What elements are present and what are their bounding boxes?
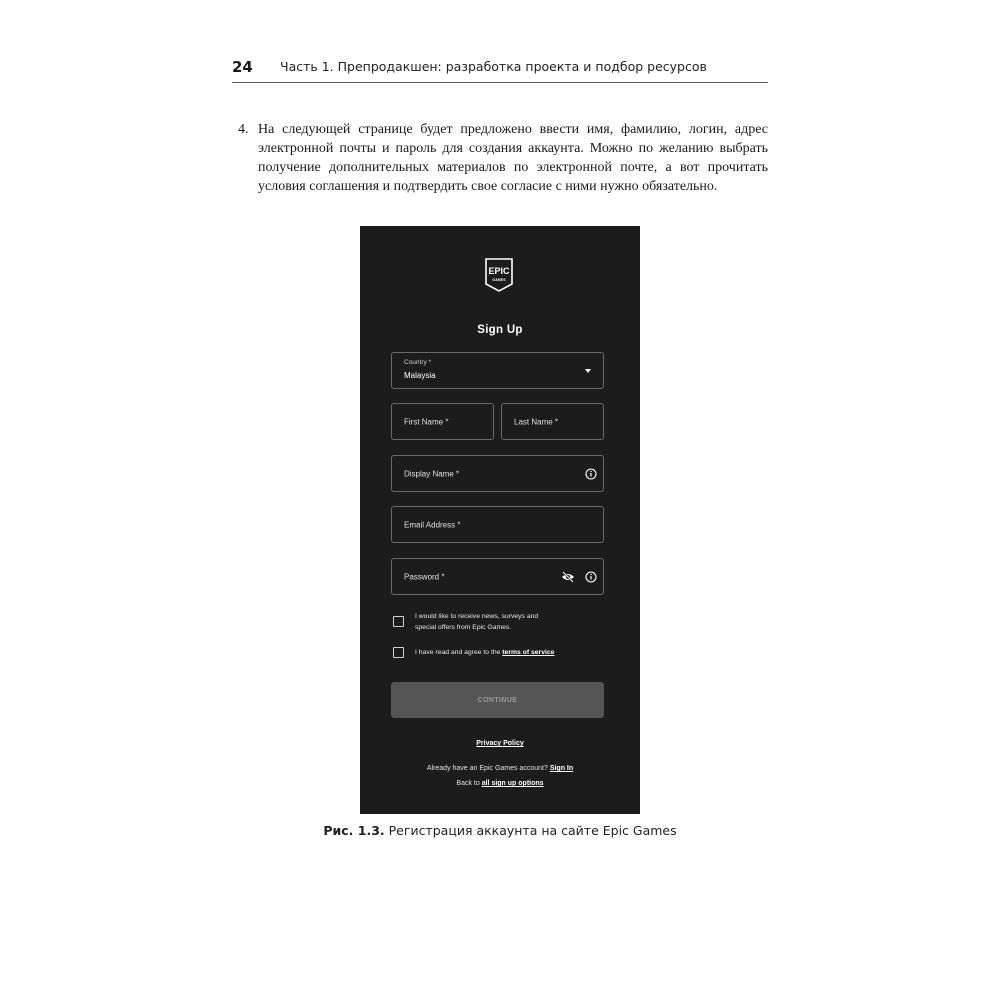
last-name-label: Last Name *	[514, 417, 559, 426]
first-name-input[interactable]	[391, 403, 494, 440]
info-icon[interactable]	[585, 571, 597, 583]
country-value: Malaysia	[404, 371, 436, 380]
have-account-text: Already have an Epic Games account?	[426, 765, 550, 772]
privacy-policy-link[interactable]: Privacy Policy	[476, 740, 524, 747]
logo-text-bottom: GAMES	[492, 278, 506, 282]
sign-in-link[interactable]: Sign In	[549, 765, 574, 772]
eye-off-icon[interactable]	[561, 571, 575, 583]
privacy-line	[360, 740, 640, 747]
signup-title: Sign Up	[477, 324, 523, 336]
continue-button[interactable]: CONTINUE	[391, 682, 604, 718]
logo-text-top: EPIC	[488, 266, 510, 276]
list-number: 4.	[238, 122, 249, 137]
country-select[interactable]	[391, 352, 604, 389]
terms-checkbox[interactable]	[393, 647, 404, 658]
epic-games-logo-icon	[484, 258, 514, 292]
password-input[interactable]	[391, 558, 604, 595]
page-number: 24	[232, 58, 253, 76]
first-name-label: First Name *	[404, 417, 449, 426]
signup-screenshot	[360, 226, 640, 814]
news-checkbox[interactable]	[393, 616, 404, 627]
email-label: Email Address *	[404, 520, 461, 529]
running-head	[232, 58, 768, 83]
back-line	[360, 780, 640, 787]
display-name-label: Display Name *	[404, 469, 460, 478]
caption-text: Регистрация аккаунта на сайте Epic Games	[384, 823, 677, 838]
info-icon[interactable]	[585, 468, 597, 480]
country-label: Country *	[404, 359, 432, 366]
news-checkbox-line2: special offers from Epic Games.	[415, 624, 512, 631]
body-paragraph	[238, 120, 768, 196]
terms-prefix: I have read and agree to the	[415, 649, 503, 656]
terms-of-service-link[interactable]: terms of service	[502, 649, 555, 656]
email-input[interactable]	[391, 506, 604, 543]
paragraph-text: На следующей странице будет предложено ввести имя, фамилию, логин, адрес электронной почты и пароль для создания аккаунта. Можно по желанию выбрать получение дополнительных материалов по электронной почте, а вот прочитать условия соглашения и подтвердить свое согласие с ними нужно обязательно.	[258, 122, 768, 194]
terms-checkbox-label	[415, 647, 625, 658]
have-account-line	[360, 765, 640, 772]
password-label: Password *	[404, 572, 445, 581]
all-signup-options-link[interactable]: all sign up options	[481, 780, 544, 787]
caption-label: Рис. 1.3.	[323, 823, 385, 838]
chapter-title: Часть 1. Препродакшен: разработка проекта и подбор ресурсов	[280, 59, 707, 74]
figure-caption	[0, 823, 1000, 838]
back-text: Back to	[456, 780, 482, 787]
news-checkbox-line1: I would like to receive news, surveys and	[415, 613, 539, 620]
chevron-down-icon	[585, 369, 591, 373]
last-name-input[interactable]	[501, 403, 604, 440]
news-checkbox-label	[415, 611, 615, 633]
display-name-input[interactable]	[391, 455, 604, 492]
